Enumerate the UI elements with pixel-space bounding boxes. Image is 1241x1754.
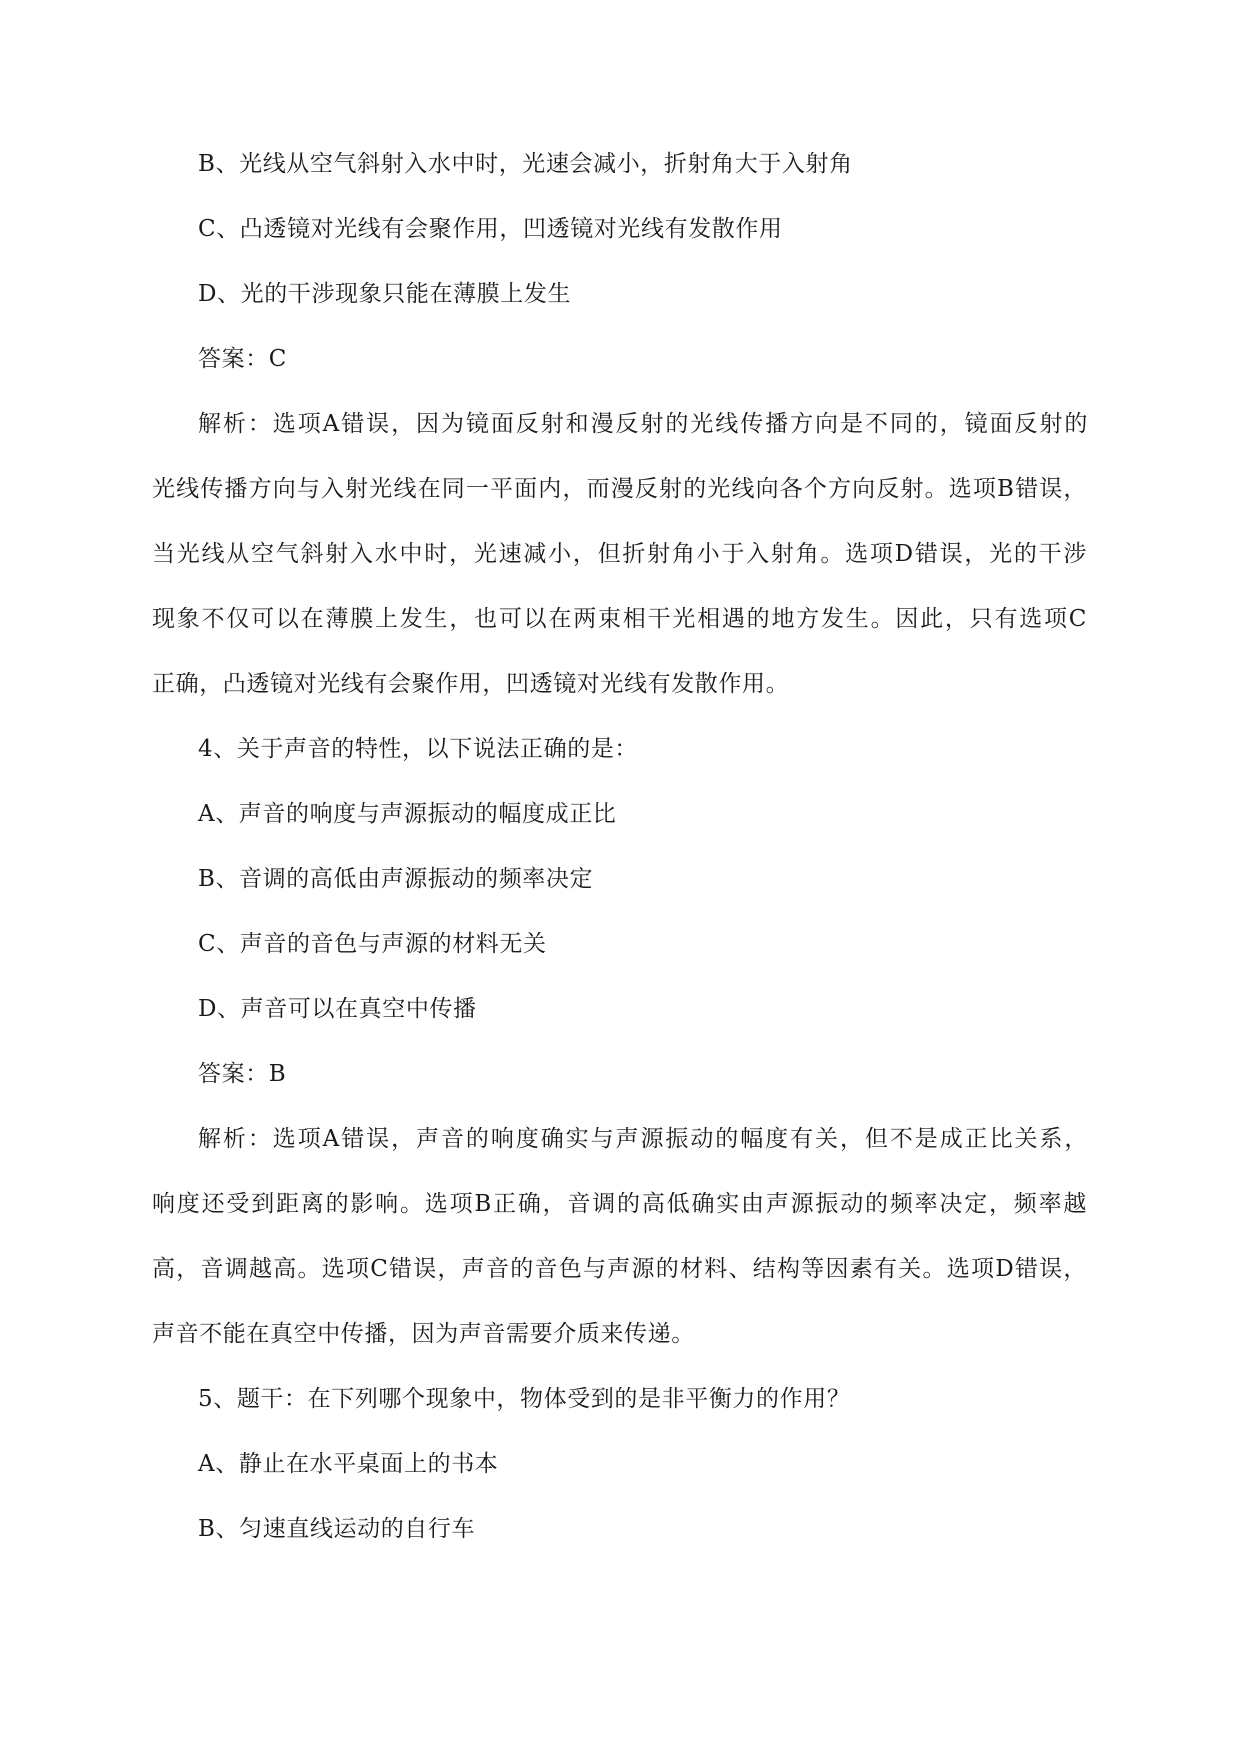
q4-analysis-line-4: 声音不能在真空中传播，因为声音需要介质来传递。: [152, 1321, 695, 1347]
q5-option-b: B、匀速直线运动的自行车: [198, 1516, 476, 1542]
q4-option-d: D、声音可以在真空中传播: [198, 996, 477, 1022]
q4-analysis-line-1: 解析：选项A错误，声音的响度确实与声源振动的幅度有关，但不是成正比关系，: [198, 1126, 1088, 1152]
q4-answer: 答案：B: [198, 1061, 287, 1087]
q3-analysis-line-4: 现象不仅可以在薄膜上发生，也可以在两束相干光相遇的地方发生。因此，只有选项C: [152, 606, 1087, 632]
q4-analysis-line-3: 高，音调越高。选项C错误，声音的音色与声源的材料、结构等因素有关。选项D错误，: [152, 1256, 1087, 1282]
q3-analysis-line-1: 解析：选项A错误，因为镜面反射和漫反射的光线传播方向是不同的，镜面反射的: [198, 411, 1088, 437]
q4-option-c: C、声音的音色与声源的材料无关: [198, 931, 547, 957]
q3-analysis-line-3: 当光线从空气斜射入水中时，光速减小，但折射角小于入射角。选项D错误，光的干涉: [152, 541, 1087, 567]
q5-option-a: A、静止在水平桌面上的书本: [198, 1451, 499, 1477]
q3-option-d: D、光的干涉现象只能在薄膜上发生: [198, 281, 572, 307]
q3-option-b: B、光线从空气斜射入水中时，光速会减小，折射角大于入射角: [198, 151, 853, 177]
q4-option-b: B、音调的高低由声源振动的频率决定: [198, 866, 594, 892]
q4-analysis-line-2: 响度还受到距离的影响。选项B正确，音调的高低确实由声源振动的频率决定，频率越: [152, 1191, 1087, 1217]
q3-answer: 答案：C: [198, 346, 287, 372]
q4-option-a: A、声音的响度与声源振动的幅度成正比: [198, 801, 617, 827]
q3-option-c: C、凸透镜对光线有会聚作用，凹透镜对光线有发散作用: [198, 216, 783, 242]
q5-stem: 5、题干：在下列哪个现象中，物体受到的是非平衡力的作用？: [198, 1386, 851, 1412]
q3-analysis-line-2: 光线传播方向与入射光线在同一平面内，而漫反射的光线向各个方向反射。选项B错误，: [152, 476, 1087, 502]
q3-analysis-line-5: 正确，凸透镜对光线有会聚作用，凹透镜对光线有发散作用。: [152, 671, 790, 697]
q4-stem: 4、关于声音的特性，以下说法正确的是：: [198, 736, 639, 762]
